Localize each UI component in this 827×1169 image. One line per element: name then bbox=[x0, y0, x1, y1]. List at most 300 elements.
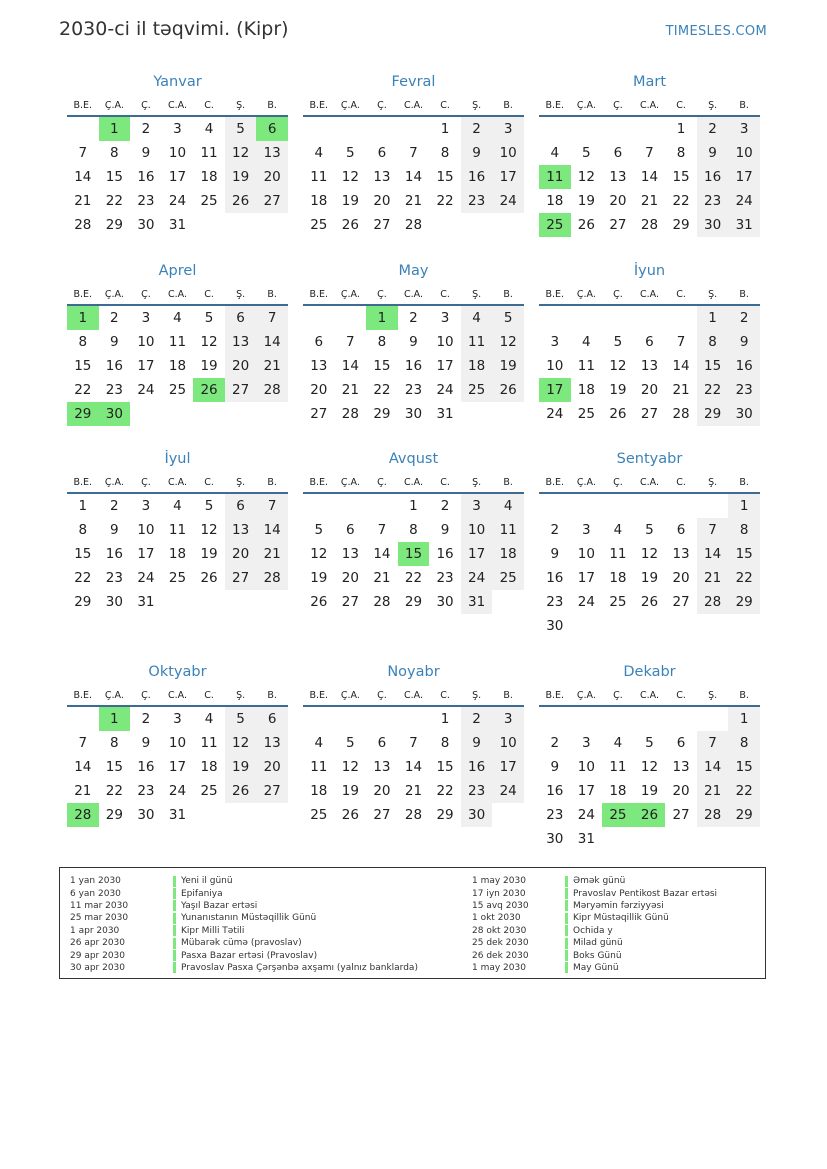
legend-date: 25 dek 2030 bbox=[472, 938, 529, 949]
month-name: Noyabr bbox=[387, 664, 440, 680]
legend-date: 1 yan 2030 bbox=[70, 876, 121, 887]
day-cell: 24 bbox=[168, 783, 187, 799]
weekday-header bbox=[539, 286, 760, 306]
empty-cell bbox=[335, 117, 367, 141]
month-calendar bbox=[539, 260, 760, 426]
empty-cell bbox=[67, 117, 99, 141]
weekday-header bbox=[303, 474, 524, 494]
month-calendar bbox=[303, 661, 524, 827]
day-cell: 5 bbox=[492, 306, 524, 330]
day-cell: 28 bbox=[373, 594, 391, 610]
weekday-header bbox=[67, 97, 288, 117]
legend-date: 1 may 2030 bbox=[472, 962, 526, 973]
day-cell: 13 bbox=[373, 759, 391, 775]
legend-holiday-name: Ochida y bbox=[573, 925, 613, 936]
day-cell: 12 bbox=[609, 358, 627, 374]
day-cell: 21 bbox=[341, 382, 359, 398]
weekday-label: C.A. bbox=[167, 100, 187, 111]
weekday-label: Ş. bbox=[472, 100, 482, 111]
weekday-label: Ş. bbox=[708, 477, 718, 488]
holiday-marker bbox=[173, 876, 176, 887]
weekday-label: B. bbox=[739, 477, 749, 488]
weekday-label: B.E. bbox=[73, 289, 93, 300]
empty-cell bbox=[634, 117, 666, 141]
day-cell: 9 bbox=[550, 759, 560, 775]
day-cell: 26 bbox=[341, 807, 359, 823]
day-cell: 9 bbox=[141, 145, 151, 161]
day-cell: 24 bbox=[137, 382, 155, 398]
weekday-label: C.A. bbox=[639, 477, 659, 488]
weekday-label: Ç.A. bbox=[576, 289, 596, 300]
day-cell: 12 bbox=[492, 330, 524, 354]
day-cell: 4 bbox=[461, 306, 493, 330]
day-cell: 22 bbox=[728, 566, 760, 590]
day-cell: 3 bbox=[141, 498, 151, 514]
day-cell: 14 bbox=[256, 518, 288, 542]
day-cell: 30 bbox=[697, 213, 729, 237]
weekday-header bbox=[67, 286, 288, 306]
legend-date: 26 dek 2030 bbox=[472, 950, 529, 961]
month-name: Avqust bbox=[388, 451, 439, 467]
day-cell: 16 bbox=[404, 358, 423, 374]
day-cell: 18 bbox=[310, 193, 328, 209]
day-grid bbox=[67, 117, 288, 237]
day-cell: 11 bbox=[168, 334, 187, 350]
day-cell: 16 bbox=[436, 546, 454, 562]
day-cell: 17 bbox=[577, 783, 595, 799]
day-cell: 12 bbox=[310, 546, 328, 562]
day-cell: 6 bbox=[377, 735, 387, 751]
day-cell: 25 bbox=[310, 807, 328, 823]
weekday-label: B. bbox=[739, 100, 749, 111]
day-cell: 5 bbox=[582, 145, 591, 161]
day-cell: 3 bbox=[550, 334, 560, 350]
day-cell: 28 bbox=[697, 590, 729, 614]
day-cell: 3 bbox=[492, 707, 524, 731]
empty-cell bbox=[665, 306, 697, 330]
day-cell: 15 bbox=[105, 759, 123, 775]
day-cell: 14 bbox=[672, 358, 690, 374]
empty-cell bbox=[303, 306, 335, 330]
weekday-header bbox=[539, 97, 760, 117]
weekday-label: C. bbox=[440, 100, 450, 111]
empty-cell bbox=[539, 707, 571, 731]
holiday-marker bbox=[173, 962, 176, 973]
day-cell: 8 bbox=[110, 735, 119, 751]
weekday-label: Ç.A. bbox=[340, 100, 360, 111]
day-cell: 27 bbox=[225, 566, 257, 590]
day-cell: 17 bbox=[728, 165, 760, 189]
day-cell: 4 bbox=[173, 498, 182, 514]
day-cell: 28 bbox=[404, 217, 423, 233]
weekday-label: Ş. bbox=[708, 289, 718, 300]
weekday-label: Ş. bbox=[472, 289, 482, 300]
day-cell: 13 bbox=[225, 330, 257, 354]
empty-cell bbox=[398, 117, 430, 141]
day-cell: 3 bbox=[173, 121, 182, 137]
holiday-day-cell: 1 bbox=[99, 117, 131, 141]
legend-date: 11 mar 2030 bbox=[70, 900, 129, 911]
holiday-day-cell: 26 bbox=[193, 378, 225, 402]
holiday-marker bbox=[173, 913, 176, 924]
day-cell: 6 bbox=[676, 522, 686, 538]
day-cell: 30 bbox=[461, 803, 493, 827]
day-cell: 9 bbox=[697, 141, 729, 165]
legend-row bbox=[70, 937, 418, 949]
day-cell: 1 bbox=[440, 711, 450, 727]
day-cell: 19 bbox=[640, 570, 659, 586]
weekday-label: C.A. bbox=[403, 690, 423, 701]
empty-cell bbox=[571, 306, 603, 330]
empty-cell bbox=[571, 117, 603, 141]
day-cell: 18 bbox=[461, 354, 493, 378]
month-calendar bbox=[67, 448, 288, 614]
day-cell: 10 bbox=[436, 334, 454, 350]
empty-cell bbox=[634, 707, 666, 731]
empty-cell bbox=[303, 707, 335, 731]
day-cell: 26 bbox=[225, 189, 257, 213]
holiday-day-cell: 1 bbox=[99, 707, 131, 731]
day-cell: 29 bbox=[404, 594, 423, 610]
day-cell: 19 bbox=[225, 165, 257, 189]
weekday-label: B.E. bbox=[545, 690, 565, 701]
weekday-label: B. bbox=[267, 690, 277, 701]
legend-row bbox=[70, 912, 418, 924]
day-cell: 23 bbox=[697, 189, 729, 213]
day-cell: 11 bbox=[200, 145, 218, 161]
day-cell: 9 bbox=[409, 334, 418, 350]
day-cell: 22 bbox=[436, 783, 454, 799]
weekday-label: Ç. bbox=[613, 690, 623, 701]
day-cell: 22 bbox=[728, 779, 760, 803]
day-cell: 11 bbox=[168, 522, 187, 538]
weekday-label: B.E. bbox=[309, 690, 329, 701]
day-cell: 2 bbox=[110, 498, 119, 514]
day-cell: 18 bbox=[546, 193, 564, 209]
empty-cell bbox=[398, 707, 430, 731]
legend-holiday-name: Milad günü bbox=[573, 938, 623, 949]
day-cell: 13 bbox=[310, 358, 328, 374]
day-cell: 25 bbox=[577, 406, 595, 422]
day-cell: 16 bbox=[697, 165, 729, 189]
weekday-label: B.E. bbox=[309, 477, 329, 488]
weekday-header bbox=[539, 687, 760, 707]
month-name: İyul bbox=[164, 451, 191, 467]
day-cell: 22 bbox=[672, 193, 690, 209]
month-name: İyun bbox=[633, 263, 666, 279]
day-grid bbox=[303, 494, 524, 614]
weekday-label: Ş. bbox=[236, 477, 246, 488]
day-cell: 24 bbox=[728, 189, 760, 213]
day-cell: 30 bbox=[137, 217, 155, 233]
day-cell: 24 bbox=[546, 406, 564, 422]
empty-cell bbox=[67, 707, 99, 731]
month-calendar bbox=[539, 661, 760, 851]
legend-row bbox=[70, 949, 418, 961]
holiday-day-cell: 17 bbox=[539, 378, 571, 402]
weekday-label: C. bbox=[440, 477, 450, 488]
day-cell: 10 bbox=[168, 145, 187, 161]
day-cell: 2 bbox=[550, 522, 560, 538]
day-cell: 5 bbox=[613, 334, 623, 350]
weekday-label: B. bbox=[267, 289, 277, 300]
empty-cell bbox=[335, 707, 367, 731]
legend-row bbox=[472, 925, 717, 937]
day-cell: 11 bbox=[577, 358, 595, 374]
day-cell: 5 bbox=[225, 707, 257, 731]
day-cell: 18 bbox=[577, 382, 595, 398]
day-cell: 17 bbox=[137, 546, 155, 562]
day-cell: 16 bbox=[105, 546, 123, 562]
day-cell: 23 bbox=[461, 189, 493, 213]
day-cell: 24 bbox=[492, 189, 524, 213]
day-cell: 22 bbox=[105, 193, 123, 209]
day-cell: 14 bbox=[74, 759, 92, 775]
day-cell: 10 bbox=[137, 334, 155, 350]
month-calendar bbox=[67, 71, 288, 237]
day-cell: 19 bbox=[200, 546, 218, 562]
holiday-day-cell: 15 bbox=[398, 542, 430, 566]
day-cell: 5 bbox=[204, 498, 214, 514]
day-cell: 13 bbox=[256, 141, 288, 165]
legend-date: 17 iyn 2030 bbox=[472, 888, 526, 899]
day-cell: 25 bbox=[168, 382, 187, 398]
day-grid bbox=[67, 306, 288, 426]
empty-cell bbox=[335, 494, 367, 518]
day-cell: 26 bbox=[310, 594, 328, 610]
day-grid bbox=[539, 117, 760, 237]
legend-date: 6 yan 2030 bbox=[70, 888, 121, 899]
day-cell: 23 bbox=[137, 193, 155, 209]
day-cell: 22 bbox=[105, 783, 123, 799]
day-cell: 2 bbox=[550, 735, 560, 751]
day-cell: 6 bbox=[676, 735, 686, 751]
day-cell: 7 bbox=[346, 334, 355, 350]
day-cell: 2 bbox=[141, 121, 151, 137]
holiday-marker bbox=[173, 925, 176, 936]
day-cell: 27 bbox=[672, 807, 690, 823]
weekday-label: B. bbox=[739, 289, 749, 300]
day-cell: 21 bbox=[404, 193, 423, 209]
empty-cell bbox=[602, 306, 634, 330]
day-grid bbox=[539, 306, 760, 426]
day-cell: 15 bbox=[672, 169, 690, 185]
empty-cell bbox=[697, 707, 729, 731]
day-cell: 12 bbox=[225, 731, 257, 755]
legend-row bbox=[472, 937, 717, 949]
day-cell: 19 bbox=[492, 354, 524, 378]
weekday-label: C.A. bbox=[403, 289, 423, 300]
legend-row bbox=[70, 900, 418, 912]
page-title: 2030-ci il təqvimi. (Kipr) bbox=[59, 18, 289, 40]
day-cell: 19 bbox=[200, 358, 218, 374]
weekday-label: C. bbox=[440, 690, 450, 701]
day-grid bbox=[539, 707, 760, 851]
day-cell: 20 bbox=[225, 354, 257, 378]
day-cell: 2 bbox=[461, 117, 493, 141]
day-cell: 10 bbox=[492, 141, 524, 165]
holiday-day-cell: 30 bbox=[99, 402, 131, 426]
month-calendar bbox=[303, 260, 524, 426]
weekday-label: Ç.A. bbox=[340, 289, 360, 300]
day-cell: 29 bbox=[728, 803, 760, 827]
day-cell: 10 bbox=[577, 546, 595, 562]
day-cell: 8 bbox=[440, 735, 450, 751]
holiday-marker bbox=[565, 962, 568, 973]
weekday-label: Ş. bbox=[708, 100, 718, 111]
holiday-marker bbox=[173, 888, 176, 899]
day-cell: 10 bbox=[168, 735, 187, 751]
day-cell: 18 bbox=[310, 783, 328, 799]
day-cell: 14 bbox=[74, 169, 92, 185]
day-grid bbox=[303, 707, 524, 827]
day-cell: 6 bbox=[377, 145, 387, 161]
empty-cell bbox=[697, 494, 729, 518]
day-cell: 16 bbox=[137, 169, 155, 185]
weekday-label: B. bbox=[267, 477, 277, 488]
day-cell: 8 bbox=[377, 334, 387, 350]
weekday-label: C.A. bbox=[167, 477, 187, 488]
legend-row bbox=[472, 912, 717, 924]
day-cell: 23 bbox=[461, 779, 493, 803]
day-cell: 30 bbox=[436, 594, 454, 610]
day-cell: 22 bbox=[74, 570, 92, 586]
day-cell: 12 bbox=[225, 141, 257, 165]
day-cell: 7 bbox=[697, 518, 729, 542]
day-cell: 8 bbox=[409, 522, 418, 538]
day-cell: 2 bbox=[461, 707, 493, 731]
weekday-header bbox=[539, 474, 760, 494]
day-cell: 28 bbox=[640, 217, 659, 233]
day-cell: 27 bbox=[310, 406, 328, 422]
empty-cell bbox=[571, 494, 603, 518]
day-cell: 19 bbox=[225, 755, 257, 779]
day-cell: 25 bbox=[609, 594, 627, 610]
day-cell: 8 bbox=[676, 145, 686, 161]
day-cell: 11 bbox=[461, 330, 493, 354]
day-cell: 27 bbox=[341, 594, 359, 610]
day-cell: 22 bbox=[404, 570, 423, 586]
day-cell: 11 bbox=[609, 759, 627, 775]
day-cell: 6 bbox=[645, 334, 654, 350]
day-cell: 18 bbox=[168, 358, 187, 374]
day-cell: 30 bbox=[546, 618, 564, 634]
legend-date: 28 okt 2030 bbox=[472, 925, 527, 936]
day-cell: 16 bbox=[461, 755, 493, 779]
day-cell: 8 bbox=[110, 145, 119, 161]
weekday-label: B. bbox=[503, 690, 513, 701]
day-cell: 1 bbox=[78, 498, 88, 514]
weekday-label: Ç. bbox=[613, 289, 623, 300]
day-cell: 7 bbox=[645, 145, 654, 161]
day-cell: 26 bbox=[640, 594, 659, 610]
day-cell: 31 bbox=[168, 807, 187, 823]
empty-cell bbox=[602, 117, 634, 141]
day-cell: 31 bbox=[137, 594, 155, 610]
day-cell: 8 bbox=[78, 334, 88, 350]
day-cell: 19 bbox=[341, 783, 359, 799]
day-cell: 14 bbox=[404, 169, 423, 185]
day-cell: 17 bbox=[168, 759, 187, 775]
weekday-label: B.E. bbox=[73, 690, 93, 701]
day-cell: 7 bbox=[409, 735, 418, 751]
legend-holiday-name: Kipr Milli Tətili bbox=[181, 925, 245, 936]
weekday-label: C.A. bbox=[167, 690, 187, 701]
holiday-marker bbox=[565, 913, 568, 924]
day-cell: 10 bbox=[728, 141, 760, 165]
day-cell: 7 bbox=[377, 522, 387, 538]
day-cell: 30 bbox=[105, 594, 123, 610]
day-cell: 21 bbox=[697, 779, 729, 803]
holiday-marker bbox=[565, 938, 568, 949]
day-cell: 24 bbox=[577, 807, 595, 823]
day-cell: 4 bbox=[314, 735, 324, 751]
day-cell: 27 bbox=[256, 779, 288, 803]
day-cell: 9 bbox=[550, 546, 560, 562]
day-cell: 2 bbox=[728, 306, 760, 330]
day-cell: 3 bbox=[461, 494, 493, 518]
weekday-label: C. bbox=[676, 477, 686, 488]
day-cell: 16 bbox=[546, 783, 564, 799]
brand-link[interactable]: TIMESLES.COM bbox=[665, 24, 767, 39]
day-cell: 30 bbox=[137, 807, 155, 823]
day-cell: 23 bbox=[436, 570, 454, 586]
day-cell: 31 bbox=[577, 831, 595, 847]
weekday-label: Ç. bbox=[141, 690, 151, 701]
weekday-label: Ç. bbox=[141, 289, 151, 300]
weekday-label: Ç. bbox=[613, 477, 623, 488]
day-cell: 15 bbox=[697, 354, 729, 378]
month-calendar bbox=[303, 71, 524, 237]
holiday-day-cell: 6 bbox=[256, 117, 288, 141]
day-cell: 22 bbox=[373, 382, 391, 398]
legend-date: 1 okt 2030 bbox=[472, 913, 521, 924]
day-cell: 17 bbox=[492, 165, 524, 189]
day-cell: 10 bbox=[461, 518, 493, 542]
day-cell: 27 bbox=[640, 406, 659, 422]
day-cell: 8 bbox=[697, 330, 729, 354]
day-cell: 1 bbox=[676, 121, 686, 137]
empty-cell bbox=[602, 707, 634, 731]
weekday-label: B.E. bbox=[73, 100, 93, 111]
legend-date: 30 apr 2030 bbox=[70, 962, 126, 973]
holiday-marker bbox=[565, 876, 568, 887]
day-cell: 4 bbox=[173, 310, 182, 326]
legend-row bbox=[70, 875, 418, 887]
weekday-label: Ç.A. bbox=[104, 690, 124, 701]
day-cell: 20 bbox=[256, 755, 288, 779]
weekday-label: Ç.A. bbox=[340, 477, 360, 488]
legend-holiday-name: Kipr Müstəqillik Günü bbox=[573, 913, 669, 924]
day-cell: 16 bbox=[105, 358, 123, 374]
day-cell: 26 bbox=[341, 217, 359, 233]
day-cell: 11 bbox=[200, 735, 218, 751]
weekday-label: B.E. bbox=[73, 477, 93, 488]
day-cell: 24 bbox=[168, 193, 187, 209]
day-cell: 19 bbox=[341, 193, 359, 209]
day-cell: 9 bbox=[461, 141, 493, 165]
month-name: Yanvar bbox=[153, 74, 202, 90]
day-cell: 1 bbox=[697, 306, 729, 330]
weekday-label: C. bbox=[440, 289, 450, 300]
day-grid bbox=[67, 494, 288, 614]
day-cell: 25 bbox=[200, 193, 218, 209]
day-grid bbox=[303, 117, 524, 237]
day-cell: 19 bbox=[577, 193, 595, 209]
holiday-day-cell: 25 bbox=[602, 803, 634, 827]
day-cell: 5 bbox=[346, 735, 355, 751]
day-cell: 4 bbox=[613, 522, 623, 538]
